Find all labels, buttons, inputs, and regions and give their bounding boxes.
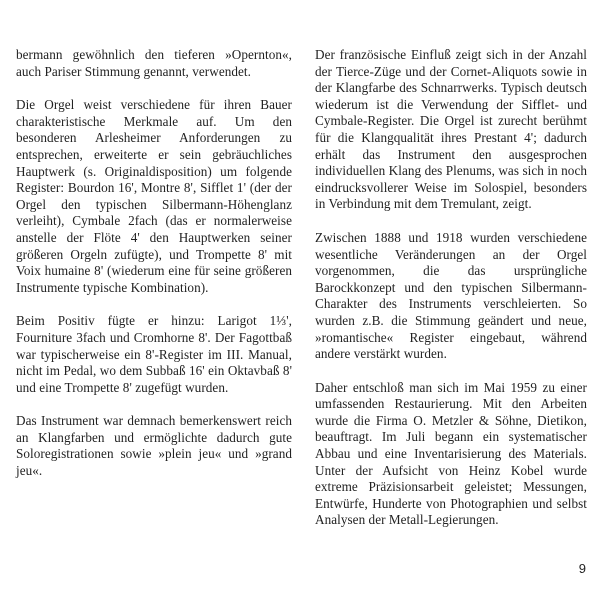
paragraph-opernton: bermann gewöhnlich den tieferen »Opernton«, auch Pariser Stimmung genannt, verwendet. [16, 47, 292, 79]
paragraph-french-influence: Der französische Einfluß zeigt sich in der Anzahl der Tierce-Züge und der Cornet-Aliquots sowie in der Klangfarbe des Schnarrwerks. Typisch deutsch wiederum ist die Verwendung der Sifflet- und Cymbale-Register. Die Orgel ist zurecht berühmt für die Klangqualität ihres Prestant 4'; dadurch erhält das Instrument den ausgesprochen individuellen Klang des Plenums, was sich in noch eindrucksvollerer Weise im Solospiel, besonders in Verbindung mit dem Tremulant, zeigt. [315, 47, 587, 212]
paragraph-characteristics: Die Orgel weist verschiedene für ihren Bauer charakteristische Merkmale auf. Um den besonderen Arlesheimer Anforderungen zu entsprechen, erweiterte er sein gebräuchliches Hauptwerk (s. Originaldisposition) um folgende Register: Bourdon 16', Montre 8', Sifflet 1' (der der Orgel den typischen Silbermann-Höhenglanz verleiht), Cymbale 2fach (das er normalerweise anstelle der Flöte 4' den Hauptwerken seiner größeren Orgeln zufügte), und Trompette 8' mit Voix humaine 8' (wiederum eine für seine größeren Instrumente typische Kombination). [16, 97, 292, 295]
page-number: 9 [578, 561, 586, 576]
paragraph-positiv: Beim Positiv fügte er hinzu: Larigot 1⅓', Fourniture 3fach und Cromhorne 8'. Der Fagottbaß war typischerweise ein 8'-Register im III. Manual, nicht im Pedal, wo dem Subbaß 16' ein Oktavbaß 8' und eine Trompette 8' zugefügt wurden. [16, 313, 292, 395]
right-text-column [315, 47, 587, 546]
left-text-column [16, 47, 292, 497]
paragraph-klangfarben: Das Instrument war demnach bemerkenswert reich an Klangfarben und ermöglichte dadurch gute Soloregistrationen sowie »plein jeu« und »grand jeu«. [16, 413, 292, 479]
paragraph-changes-1888-1918: Zwischen 1888 und 1918 wurden verschiedene wesentliche Veränderungen an der Orgel vorgenommen, die das ursprüngliche Barockkonzept und den typischen Silbermann-Charakter des Instruments verschleierten. So wurden z.B. die Stimmung geändert und neue, »romantische« Register eingebaut, während andere verstärkt wurden. [315, 229, 587, 362]
paragraph-restoration-1959: Daher entschloß man sich im Mai 1959 zu einer umfassenden Restaurierung. Mit den Arbeiten wurde die Firma O. Metzler & Söhne, Dietikon, beauftragt. Im Juli begann ein systematischer Abbau und eine Inventarisierung des Materials. Unter der Aufsicht von Heinz Kobel wurde extreme Präzisionsarbeit geleistet; Messungen, Entwürfe, Hunderte von Photographien und selbst Analysen der Metall-Legierungen. [315, 379, 587, 528]
